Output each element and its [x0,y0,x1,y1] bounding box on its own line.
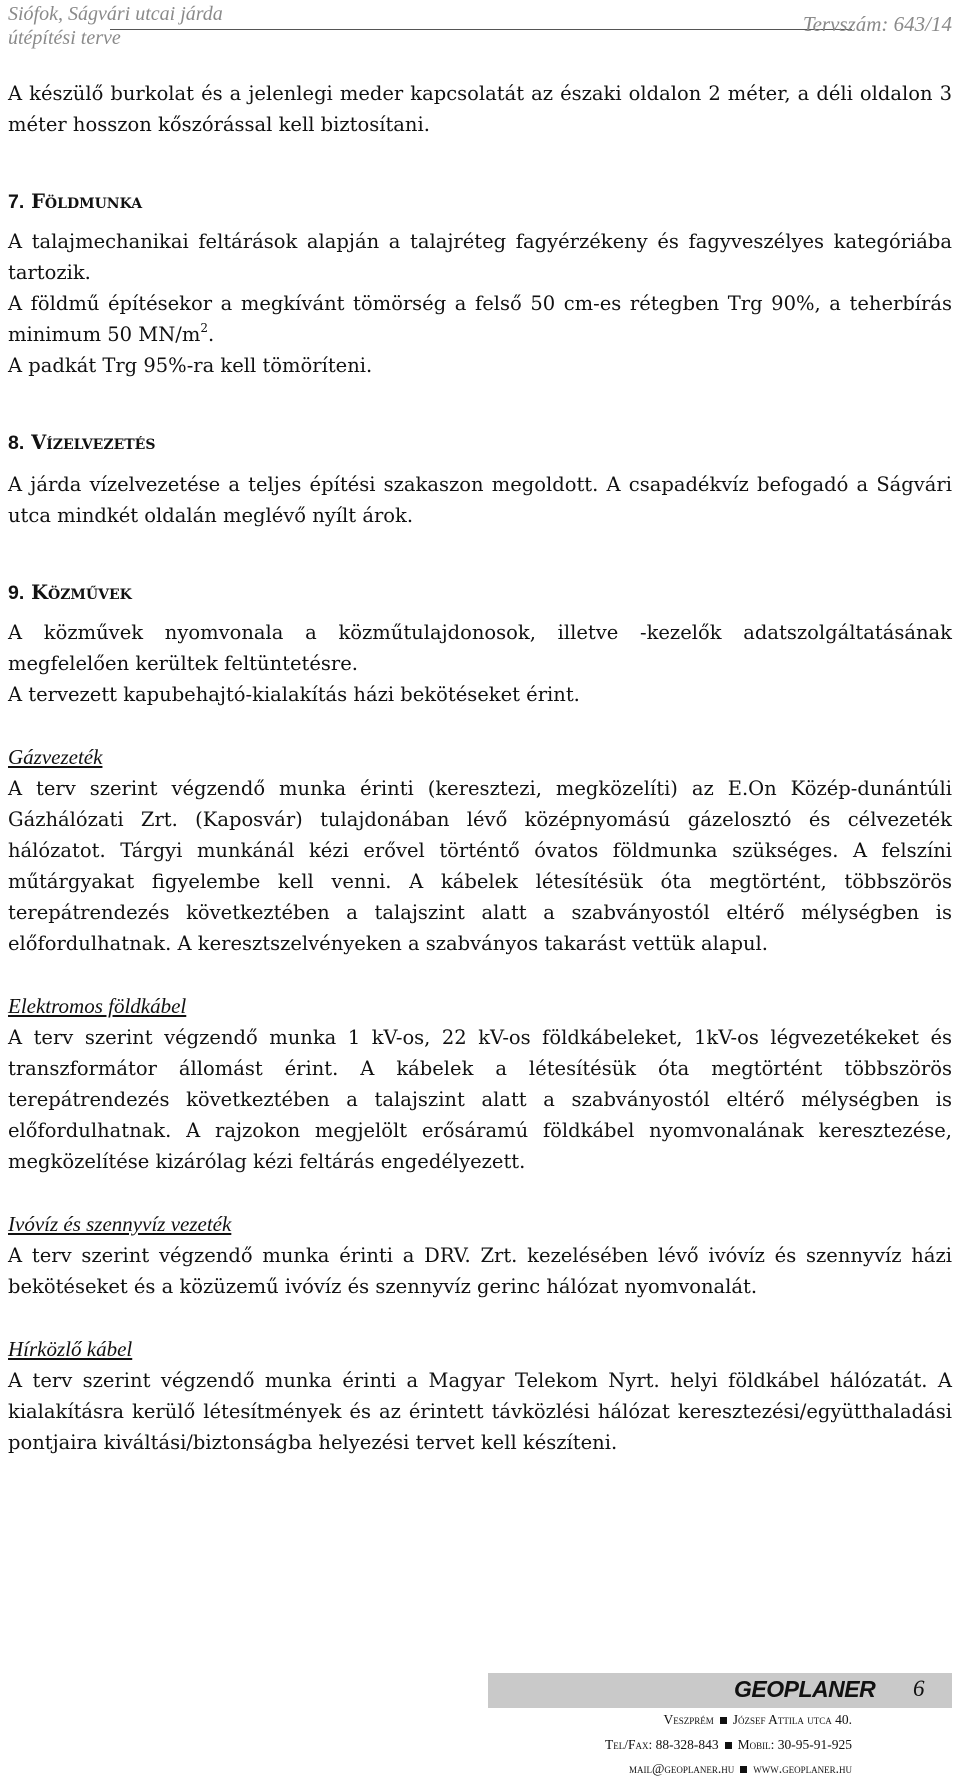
header-title-line2: útépítési terve [8,27,121,49]
intro-paragraph: A készülő burkolat és a jelenlegi meder kapcsolatát az északi oldalon 2 méter, a déli oldalon 3 méter hosszon kőszórással kell biztosítani. [8,82,952,136]
header-project-title [8,2,223,50]
gas-paragraph: A terv szerint végzendő munka érinti (keresztezi, megközelíti) az E.On Közép-dunántúli Gázhálózati Zrt. (Kaposvár) tulajdonában lévő középnyomású gázelosztó és célvezeték hálózatot. Tárgyi munkánál kézi erővel történtő óvatos földmunka szükséges. A felszíni műtárgyakat figyelembe kell venni. A kábelek létesítésük óta megtörtént, többszörös terepátrendezés következtében a talajszint alatt a szabványostól eltérő mélységben is előfordulhatnak. A keresztszelvényeken a szabványos takarást vettük alapul. [8,777,952,955]
section-8-paragraph-1: A járda vízelvezetése a teljes építési szakaszon megoldott. A csapadékvíz befogadó a Ságvári utca mindkét oldalán meglévő nyílt árok. [8,473,952,527]
footer-website[interactable]: www.geoplaner.hu [753,1761,852,1776]
footer-band [488,1673,952,1708]
bullet-square-icon [725,1742,732,1749]
footer-address: Veszprém József Attila utca 40. [663,1712,852,1727]
document-body [8,78,952,1458]
footer-web [629,1761,852,1777]
section-9-paragraph-1: A közművek nyomvonala a közműtulajdonosok, illetve -kezelők adatszolgáltatásának megfelelően kerültek feltüntetésre. [8,621,952,675]
section-7-title: Földmunka [31,190,143,213]
section-9-heading [8,577,952,609]
section-9-paragraph-2: A tervezett kapubehajtó-kialakítás házi bekötéseket érint. [8,683,580,706]
section-7-number: 7. [8,191,25,213]
section-7-heading [8,186,952,218]
section-9-number: 9. [8,582,25,604]
header-title-line1: Siófok, Ságvári utcai járda [8,3,223,25]
header-plan-number: Tervszám: 643/14 [802,12,952,36]
footer-page-number: 6 [913,1676,925,1701]
gas-subtitle: Gázvezeték [8,745,103,769]
footer-email[interactable]: mail@geoplaner.hu [628,1761,735,1776]
header-rule [110,29,852,30]
telecom-paragraph: A terv szerint végzendő munka érinti a Magyar Telekom Nyrt. helyi földkábel hálózatát. A kialakításra kerülő létesítmények és az érintett távközlési hálózat keresztezési/együtthaladási pontjaira kiváltási/biztonságba helyezési tervet kell készíteni. [8,1369,952,1454]
footer-phone: Tel/Fax: 88-328-843 Mobil: 30-95-91-925 [605,1737,852,1752]
water-subtitle: Ivóvíz és szennyvíz vezeték [8,1212,232,1236]
section-7-paragraph-3: A padkát Trg 95%-ra kell tömöríteni. [8,354,373,377]
bullet-square-icon [720,1717,727,1724]
section-8-number: 8. [8,432,25,454]
electric-subtitle: Elektromos földkábel [8,994,187,1018]
bullet-square-icon [740,1766,747,1773]
water-paragraph: A terv szerint végzendő munka érinti a DRV. Zrt. kezelésében lévő ivóvíz és szennyvíz házi bekötéseket és a közüzemű ivóvíz és szennyvíz gerinc hálózat nyomvonalát. [8,1244,952,1298]
section-8-title: Vízelvezetés [31,431,156,454]
section-9-title: Közművek [31,581,132,604]
section-7-paragraph-1: A talajmechanikai feltárások alapján a talajréteg fagyérzékeny és fagyveszélyes kategóriába tartozik. [8,230,952,284]
footer-brand-logo: GEOPLANER [734,1676,876,1702]
section-8-heading [8,427,952,459]
section-7-paragraph-2: A földmű építésekor a megkívánt tömörség a felső 50 cm-es rétegben Trg 90%, a teherbírás minimum 50 $MN/m^2$. [8,292,952,346]
electric-paragraph: A terv szerint végzendő munka 1 kV-os, 22 kV-os földkábeleket, 1kV-os légvezetékeket és transzformátor állomást érint. A kábelek a létesítésük óta megtörtént többszörös terepátrendezés következtében a talajszint alatt a szabványostól eltérő mélységben is előfordulhatnak. A rajzokon megjelölt erősáramú földkábel nyomvonalának keresztezése, megközelítése kizárólag kézi feltárás engedélyezett. [8,1026,952,1173]
telecom-subtitle: Hírközlő kábel [8,1337,133,1361]
